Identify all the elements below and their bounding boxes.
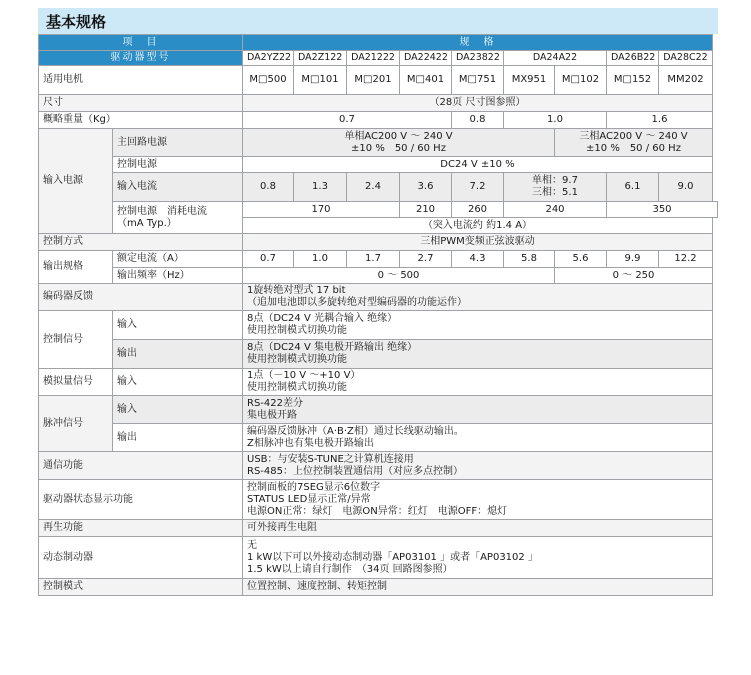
output-freq-label: 输出频率（Hz）	[113, 268, 243, 284]
control-signal-output-value: 8点（DC24 V 集电极开路输出 绝缘） 使用控制模式切换功能	[243, 340, 713, 369]
control-power-value: DC24 V ±10 %	[243, 157, 713, 173]
input-current-value: 0.8	[243, 173, 294, 202]
mode-label: 控制模式	[39, 579, 243, 596]
row-pulse-input	[39, 396, 718, 424]
motor-value: MX951	[504, 66, 555, 95]
pulse-output-label: 输出	[113, 424, 243, 452]
header-model-label: 驱动器型号	[39, 51, 243, 66]
consumption-value: 210	[400, 202, 452, 218]
row-control-power	[39, 157, 718, 173]
row-comm	[39, 452, 718, 480]
input-current-value: 2.4	[347, 173, 400, 202]
rated-current-value: 1.0	[294, 251, 347, 268]
analog-label: 模拟量信号	[39, 369, 113, 396]
input-current-label: 输入电流	[113, 173, 243, 202]
input-current-mixed: 单相：9.7 三相：5.1	[504, 173, 607, 202]
main-power-label: 主回路电源	[113, 129, 243, 157]
section-title: 基本规格	[46, 13, 107, 31]
motor-value: MM202	[659, 66, 713, 95]
control-signal-input-label: 输入	[113, 311, 243, 340]
comm-label: 通信功能	[39, 452, 243, 480]
brake-label: 动态制动器	[39, 537, 243, 579]
mode-value: 位置控制、速度控制、转矩控制	[243, 579, 713, 596]
pulse-label: 脉冲信号	[39, 396, 113, 452]
input-current-value: 6.1	[607, 173, 659, 202]
row-pulse-output	[39, 424, 718, 452]
inrush-note: （突入电流约 約1.4 A）	[243, 218, 713, 234]
weight-value: 1.6	[607, 112, 713, 129]
encoder-label: 编码器反馈	[39, 284, 243, 311]
size-value: （28页 尺寸图参照）	[243, 95, 713, 112]
row-brake	[39, 537, 718, 579]
output-label: 输出规格	[39, 251, 113, 284]
control-method-label: 控制方式	[39, 234, 243, 251]
pulse-output-value: 编码器反馈脉冲（A·B·Z相）通过长线驱动输出。 Z相脉冲也有集电极开路输出	[243, 424, 713, 452]
control-signal-label: 控制信号	[39, 311, 113, 369]
input-current-value: 3.6	[400, 173, 452, 202]
analog-sub-label: 输入	[113, 369, 243, 396]
consumption-value: 240	[504, 202, 607, 218]
model-cell: DA26B22	[607, 51, 659, 66]
consumption-value: 260	[452, 202, 504, 218]
motor-label: 适用电机	[39, 66, 243, 95]
row-motor	[39, 66, 718, 95]
control-signal-input-value: 8点（DC24 V 光耦合输入 绝缘） 使用控制模式切换功能	[243, 311, 713, 340]
status-value: 控制面板的7SEG显示6位数字 STATUS LED显示正常/异常 电源ON正常：绿灯 电源ON异常：红灯 电源OFF：熄灯	[243, 480, 713, 520]
regen-label: 再生功能	[39, 520, 243, 537]
row-weight	[39, 112, 718, 129]
rated-current-value: 5.8	[504, 251, 555, 268]
row-analog	[39, 369, 718, 396]
main-power-three: 三相AC200 V ～ 240 V ±10 % 50 / 60 Hz	[555, 129, 713, 157]
row-control-signal-output	[39, 340, 718, 369]
control-signal-output-label: 输出	[113, 340, 243, 369]
rated-current-value: 12.2	[659, 251, 713, 268]
model-cell: DA22422	[400, 51, 452, 66]
section-title-bar	[38, 8, 718, 34]
rated-current-value: 9.9	[607, 251, 659, 268]
row-output-freq	[39, 268, 718, 284]
row-rated-current	[39, 251, 718, 268]
rated-current-value: 2.7	[400, 251, 452, 268]
pulse-input-value: RS-422差分 集电极开路	[243, 396, 713, 424]
consumption-value: 170	[243, 202, 400, 218]
spec-table	[38, 34, 718, 596]
brake-value: 无 1 kW以下可以外接动态制动器「AP03101 」或者「AP03102 」 1.5 kW以上请自行制作 （34页 回路图参照）	[243, 537, 713, 579]
analog-value: 1点（－10 V ～+10 V） 使用控制模式切换功能	[243, 369, 713, 396]
row-control-signal-input	[39, 311, 718, 340]
motor-value: M□401	[400, 66, 452, 95]
control-method-value: 三相PWM变频正弦波驱动	[243, 234, 713, 251]
motor-value: M□500	[243, 66, 294, 95]
row-input-current	[39, 173, 718, 202]
model-cell: DA21222	[347, 51, 400, 66]
motor-value: M□201	[347, 66, 400, 95]
comm-value: USB：与安装S-TUNE之计算机连接用 RS-485：上位控制装置通信用（对应多点控制）	[243, 452, 713, 480]
consumption-value: 350	[607, 202, 718, 218]
regen-value: 可外接再生电阻	[243, 520, 713, 537]
motor-value: M□751	[452, 66, 504, 95]
control-power-label: 控制电源	[113, 157, 243, 173]
row-encoder	[39, 284, 718, 311]
header-spec: 规 格	[243, 35, 713, 51]
rated-current-value: 1.7	[347, 251, 400, 268]
output-freq-value: 0 ～ 500	[243, 268, 555, 284]
status-label: 驱动器状态显示功能	[39, 480, 243, 520]
header-row-1	[39, 35, 718, 51]
weight-value: 0.8	[452, 112, 504, 129]
model-cell: DA23822	[452, 51, 504, 66]
row-control-method	[39, 234, 718, 251]
power-label: 输入电源	[39, 129, 113, 234]
rated-current-label: 额定电流（A）	[113, 251, 243, 268]
model-cell: DA28C22	[659, 51, 713, 66]
weight-value: 0.7	[243, 112, 452, 129]
model-cell: DA24A22	[504, 51, 607, 66]
size-label: 尺寸	[39, 95, 243, 112]
header-row-2	[39, 51, 718, 66]
weight-value: 1.0	[504, 112, 607, 129]
encoder-value: 1旋转绝对型式 17 bit （追加电池即以多旋转绝对型编码器的功能运作）	[243, 284, 713, 311]
row-status	[39, 480, 718, 520]
motor-value: M□152	[607, 66, 659, 95]
pulse-input-label: 输入	[113, 396, 243, 424]
model-cell: DA2YZ22	[243, 51, 294, 66]
input-current-value: 7.2	[452, 173, 504, 202]
row-size	[39, 95, 718, 112]
motor-value: M□101	[294, 66, 347, 95]
row-mode	[39, 579, 718, 596]
row-regen	[39, 520, 718, 537]
row-main-power	[39, 129, 718, 157]
consumption-label: 控制电源 消耗电流 （mA Typ.）	[113, 202, 243, 234]
main-power-single: 单相AC200 V ～ 240 V ±10 % 50 / 60 Hz	[243, 129, 555, 157]
input-current-value: 9.0	[659, 173, 713, 202]
model-cell: DA2Z122	[294, 51, 347, 66]
input-current-value: 1.3	[294, 173, 347, 202]
rated-current-value: 4.3	[452, 251, 504, 268]
header-item: 项 目	[39, 35, 243, 51]
rated-current-value: 5.6	[555, 251, 607, 268]
rated-current-value: 0.7	[243, 251, 294, 268]
row-consumption	[39, 202, 718, 218]
output-freq-value: 0 ～ 250	[555, 268, 713, 284]
motor-value: M□102	[555, 66, 607, 95]
weight-label: 概略重量（Kg）	[39, 112, 243, 129]
